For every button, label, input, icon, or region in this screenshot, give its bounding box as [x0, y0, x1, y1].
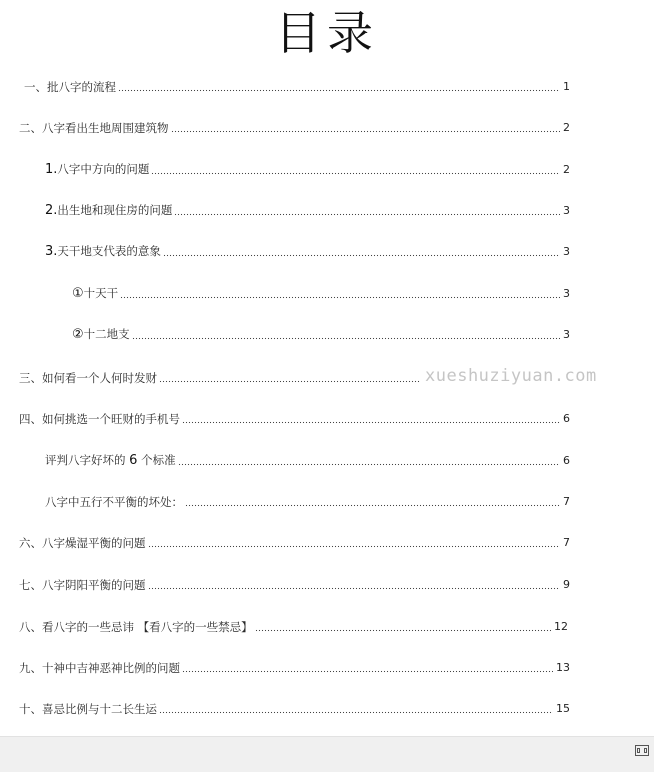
- toc-entry-label: [72, 327, 132, 342]
- toc-entry-number: 1.: [45, 162, 58, 177]
- toc-entry-label: 八、看八字的一些忌讳 【看八字的一些禁忌】: [19, 620, 253, 634]
- toc-entry-number: 6: [129, 453, 138, 468]
- toc-entry[interactable]: [19, 657, 570, 675]
- toc-page-number: 2: [563, 163, 570, 176]
- toc-entry-label: 四、如何挑选一个旺财的手机号: [19, 412, 180, 426]
- toc-entry[interactable]: [45, 450, 570, 468]
- toc-leader: [132, 337, 560, 340]
- toc-entry-number: ②: [72, 327, 84, 342]
- toc-page-number: 3: [563, 245, 570, 258]
- toc-leader: [151, 172, 560, 175]
- toc-page-number: 3: [563, 328, 570, 341]
- toc-entry-text: 十天干: [83, 286, 119, 300]
- toc-entry-text: 天干地支代表的意象: [57, 244, 161, 258]
- toc-entry[interactable]: [19, 117, 570, 135]
- toc-entry-label: 九、十神中吉神恶神比例的问题: [19, 661, 180, 675]
- toc-entry-label: 七、八字阴阳平衡的问题: [19, 578, 146, 592]
- toc-entry[interactable]: [45, 491, 570, 509]
- toc-entry-label: 八字中五行不平衡的坏处：: [45, 495, 183, 509]
- toc-entry[interactable]: [72, 283, 570, 301]
- toc-entry-number: ①: [72, 286, 84, 301]
- toc-entry[interactable]: [45, 241, 570, 259]
- watermark: xueshuziyuan.com: [425, 366, 597, 386]
- toc-entry-text: 十二地支: [83, 327, 130, 341]
- toc-entry-label: 十、喜忌比例与十二长生运: [19, 702, 157, 716]
- toc-entry[interactable]: [45, 159, 570, 177]
- toc-entry-label: [72, 286, 120, 301]
- toc-leader: [148, 545, 561, 548]
- toc-leader: [185, 504, 560, 507]
- toc-page-number: 13: [556, 661, 570, 674]
- toc-entry-text: 八字中方向的问题: [57, 162, 150, 176]
- toc-leader: [182, 421, 560, 424]
- toc-entry[interactable]: [19, 408, 570, 426]
- toc-entry-label: 三、如何看一个人何时发财: [19, 371, 157, 385]
- toc-entry-label: [45, 453, 178, 468]
- toc-entry-label: [45, 162, 151, 177]
- toc-entry-text: 出生地和现住房的问题: [57, 203, 173, 217]
- toc-entry[interactable]: [24, 76, 570, 94]
- toc-page-number: 3: [563, 287, 570, 300]
- toc-leader: [178, 463, 560, 466]
- toc-page-number: 12: [554, 620, 568, 633]
- toc-entry[interactable]: [45, 200, 570, 218]
- toc-entry[interactable]: [19, 367, 420, 385]
- toc-page-number: 1: [563, 80, 570, 93]
- toc-entry-text-tail: 个标准: [137, 453, 176, 467]
- toc-entry-label: 二、八字看出生地周围建筑物: [19, 121, 169, 135]
- toc-leader: [255, 629, 551, 632]
- reading-mode-icon[interactable]: [635, 745, 649, 756]
- status-bar: [0, 736, 654, 772]
- toc-page-number: 2: [563, 121, 570, 134]
- toc-leader: [182, 670, 553, 673]
- toc-leader: [148, 587, 561, 590]
- toc-entry-label: [45, 244, 163, 259]
- toc-entry-label: 六、八字燥湿平衡的问题: [19, 536, 146, 550]
- toc-entry-number: 2.: [45, 203, 58, 218]
- toc-entry-number: 3.: [45, 244, 58, 259]
- toc-entry[interactable]: [72, 324, 570, 342]
- toc-page-number: 6: [563, 454, 570, 467]
- toc-entry[interactable]: [19, 698, 570, 716]
- toc-page-number: 3: [563, 204, 570, 217]
- toc-page-number: 7: [563, 536, 570, 549]
- toc-leader: [163, 254, 560, 257]
- toc-page-number: 9: [563, 578, 570, 591]
- toc-leader: [159, 380, 420, 383]
- toc-page-number: 6: [563, 412, 570, 425]
- toc-leader: [120, 296, 560, 299]
- toc-leader: [159, 711, 553, 714]
- page-title: 目录: [275, 6, 379, 60]
- toc-page-number: 15: [556, 702, 570, 715]
- toc-leader: [171, 130, 561, 133]
- toc-entry-text: 评判八字好坏的: [45, 453, 130, 467]
- toc-entry[interactable]: [19, 616, 568, 634]
- toc-entry[interactable]: [19, 532, 570, 550]
- toc-leader: [118, 89, 560, 92]
- toc-entry-label: [45, 203, 174, 218]
- toc-entry-label: 一、批八字的流程: [24, 80, 116, 94]
- toc-page-number: 7: [563, 495, 570, 508]
- toc-leader: [174, 213, 560, 216]
- toc-entry[interactable]: [19, 574, 570, 592]
